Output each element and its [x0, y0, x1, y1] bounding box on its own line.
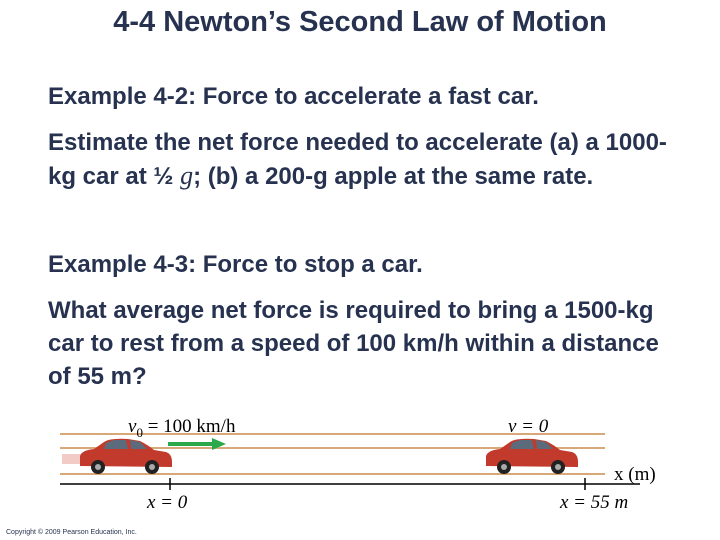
example-4-3-question: What average net force is required to bring a 1500-kg car to rest from a speed of 100 km/h within a distance of 55 m? [48, 297, 659, 390]
v0-subscript: 0 [136, 425, 143, 440]
slide-title: 4-4 Newton’s Second Law of Motion [113, 6, 607, 38]
v0-value: = 100 km/h [142, 416, 236, 437]
copyright-notice: Copyright © 2009 Pearson Education, Inc. [6, 529, 137, 536]
v0-symbol: v [128, 416, 137, 437]
stopped-car [486, 439, 578, 474]
moving-car [62, 439, 172, 474]
v0-label [128, 416, 236, 440]
v-final-label: v = 0 [508, 416, 549, 437]
x-axis-label: x (m) [614, 464, 656, 485]
x-end-label: x = 55 m [560, 492, 629, 513]
question-text-part-2: ; (b) a 200-g apple at the same rate. [193, 163, 594, 190]
example-4-2-heading: Example 4-2: Force to accelerate a fast car. [48, 83, 539, 110]
example-4-3-heading: Example 4-3: Force to stop a car. [48, 251, 423, 278]
x-axis [60, 478, 640, 490]
example-4-2-question [48, 126, 688, 193]
question-text-part-1: Estimate the net force needed to accelerate (a) a 1000-kg car at ½ [48, 129, 667, 190]
car-stopping-figure [0, 404, 720, 540]
x-start-label: x = 0 [147, 492, 188, 513]
g-symbol: g [180, 161, 194, 190]
